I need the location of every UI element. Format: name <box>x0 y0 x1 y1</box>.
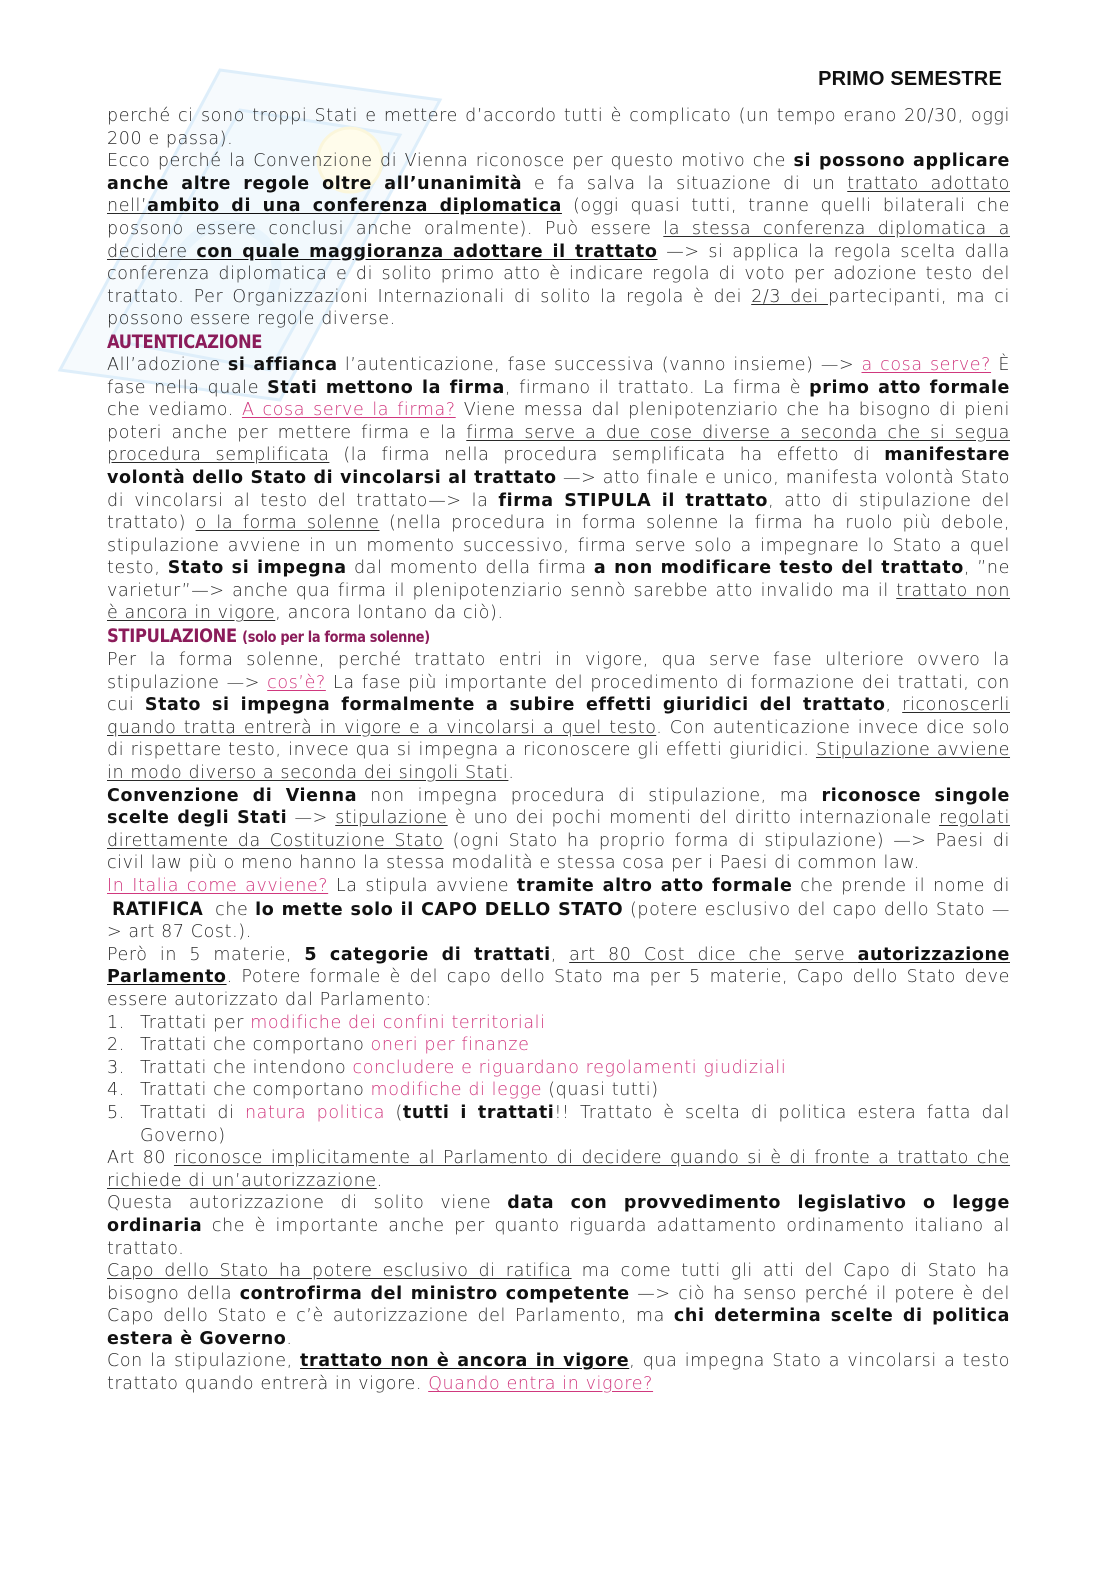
highlight-text: natura politica <box>244 1102 386 1123</box>
bold-text: controfirma del ministro competente <box>239 1283 630 1304</box>
bold-text: manifestare volontà dello Stato di vincolarsi al trattato <box>107 445 1010 488</box>
highlight-text: concludere e riguardano regolamenti giudiziali <box>352 1057 787 1078</box>
text: e fa salva la situazione di un <box>522 173 848 194</box>
text: Trattati che comportano <box>140 1035 371 1056</box>
text: Art 80 <box>107 1148 174 1169</box>
paragraph-art80 <box>107 944 1010 1012</box>
paragraph-vienna <box>107 785 1010 875</box>
paragraph-intro <box>107 105 1010 150</box>
bold-text: Stato si impegna <box>167 558 347 579</box>
text: , atto di stipulazione del trattato) <box>107 490 1011 534</box>
text: , ”ne varietur”—> anche qua firma il plenipotenziario sennò sarebbe atto invalido ma il <box>107 558 1010 601</box>
bold-text: firma STIPULA il trattato <box>498 490 769 511</box>
text: non impegna procedura di stipulazione, ma <box>357 785 822 806</box>
text: , qua impegna Stato a vincolarsi a testo trattato quando entrerà in vigore. <box>107 1351 1011 1395</box>
bold-text: Stati mettono la firma <box>267 377 505 398</box>
text: Ecco perché la Convenzione di Vienna riconosce per questo motivo che <box>107 151 794 172</box>
text: Questa autorizzazione di solito viene <box>107 1193 508 1214</box>
bold-text: primo atto formale <box>809 377 1011 398</box>
list-number: 4. <box>107 1080 125 1101</box>
bold-text: si affianca <box>227 354 338 375</box>
paragraph-art80-implicit <box>107 1147 1010 1192</box>
text: , firmano il trattato. La firma è <box>504 377 810 398</box>
heading-sub: (solo per la forma solenne) <box>242 628 430 647</box>
question-link[interactable]: a cosa serve? <box>861 354 992 375</box>
underlined-text: Stipulazione avviene in modo diverso a seconda dei singoli Stati <box>107 740 1011 784</box>
text: che vediamo. <box>107 400 242 421</box>
text: —> atto finale e unico, manifesta volontà Stato di vincolarsi al testo del trattato—> la <box>107 467 1010 511</box>
text: che <box>208 899 256 920</box>
bold-text: tutti i trattati <box>402 1102 555 1123</box>
text: perché ci sono troppi Stati e mettere d’accordo tutti è complicato (un tempo erano 20/30, oggi 200 e passa). <box>107 106 1010 149</box>
question-link[interactable]: A cosa serve la firma? <box>241 400 456 421</box>
text: (quasi tutti) <box>542 1080 659 1101</box>
underlined-text: trattato adottato nell’ <box>107 173 1010 217</box>
underlined-text: 2/3 dei <box>751 286 828 307</box>
bold-text: a non modificare testo del trattato <box>593 558 964 579</box>
text: (la firma nella procedura semplificata ha effetto di <box>329 445 885 466</box>
text: (nella procedura in forma solenne la firma ha ruolo più debole, stipulazione avviene in un momento successivo, firma serve solo a impegnare lo Stato a quel testo, <box>107 513 1011 579</box>
text: La stipula avviene <box>328 876 517 896</box>
bold-text: riconosce singole scelte degli Stati <box>107 785 1011 829</box>
text: , <box>885 695 903 716</box>
list-number: 3. <box>107 1057 125 1078</box>
treaty-categories-list <box>107 1012 1010 1148</box>
text: dal momento della firma <box>346 558 594 579</box>
bold-text: data con provvedimento legislativo o legge ordinaria <box>107 1193 1010 1236</box>
text: Però in 5 materie, <box>107 944 305 965</box>
list-item <box>107 1034 1010 1057</box>
text: Per la forma solenne, perché trattato entri in vigore, qua serve fase ulteriore ovvero la stipulazione —> <box>107 650 1010 693</box>
text: —> <box>287 808 336 829</box>
highlight-text: oneri per finanze <box>370 1035 530 1056</box>
paragraph-autenticazione <box>107 354 1010 625</box>
list-number: 5. <box>107 1102 125 1123</box>
list-item <box>107 1012 1010 1035</box>
bold-underlined-text: ambito di una conferenza diplomatica <box>147 196 562 217</box>
text: . Con autenticazione invece dice solo di rispettare testo, invece qua si impegna a riconoscere gli effetti giuridici. <box>107 717 1010 761</box>
text: Con la stipulazione, <box>107 1351 301 1372</box>
underlined-text: riconosce implicitamente al Parlamento di decidere quando si è di fronte a trattato che richiede di un’autorizzazione <box>107 1148 1011 1191</box>
paragraph-convenzione <box>107 150 1010 331</box>
underlined-text: riconoscerli quando tratta entrerà in vigore e a vincolarsi a quel testo <box>107 695 1010 738</box>
text: Viene messa dal plenipotenziario che ha bisogno di pieni poteri anche per mettere firma e la <box>107 400 1010 443</box>
section-heading-autenticazione: AUTENTICAZIONE <box>107 330 263 353</box>
underlined-text: la stessa conferenza diplomatica a decidere <box>107 218 1010 262</box>
underlined-text: firma serve a due cose diverse a seconda che si segua procedura semplificata <box>107 422 1010 466</box>
highlight-text: modifiche di legge <box>370 1080 543 1101</box>
text: Trattati che intendono <box>140 1057 353 1078</box>
text: (potere esclusivo del capo dello Stato —> art 87 Cost.). <box>107 899 1011 943</box>
paragraph-italia <box>107 875 1010 944</box>
text: . <box>508 763 515 784</box>
list-item <box>107 1102 1010 1147</box>
text: partecipanti, ma ci possono essere regole diverse. <box>107 286 1010 330</box>
section-heading-stipulazione <box>107 625 884 649</box>
paragraph-vigore <box>107 1350 1010 1395</box>
list-number: 1. <box>107 1012 125 1033</box>
ratifica-keyword: RATIFICA <box>112 897 204 920</box>
list-number: 2. <box>107 1035 125 1056</box>
text: , <box>550 944 570 965</box>
text: , ancora lontano da ciò). <box>275 603 504 624</box>
bold-text: si possono applicare anche altre regole oltre all’unanimità <box>107 151 1010 194</box>
question-link[interactable]: In Italia come avviene? <box>107 876 329 896</box>
bold-underlined-text: con quale maggioranza adottare il trattato <box>196 241 658 262</box>
bold-underlined-text: trattato non è ancora in vigore <box>300 1351 630 1372</box>
paragraph-capo-stato <box>107 1260 1010 1350</box>
text: . <box>376 1170 383 1191</box>
bold-text: tramite altro atto formale <box>516 876 793 896</box>
text: !! Trattato è scelta di politica estera fatta dal Governo) <box>140 1102 1010 1146</box>
underlined-text: regolati direttamente da Costituzione Stato <box>107 808 1010 851</box>
underlined-text: trattato non è ancora in vigore <box>107 580 1011 624</box>
heading-main: STIPULAZIONE <box>107 625 243 648</box>
paragraph-autorizzazione <box>107 1192 1010 1260</box>
text: (ogni Stato ha proprio forma di stipulazione) —> Paesi di civil law più o meno hanno la stessa modalità e stessa cosa per i Paesi di common law. <box>107 830 1010 874</box>
text: La fase più importante del procedimento di formazione dei trattati, con cui <box>107 672 1010 716</box>
text: Trattati di <box>140 1102 245 1123</box>
text: Trattati per <box>140 1012 251 1033</box>
underlined-text: art 80 Cost dice che serve <box>569 944 858 965</box>
text: —> si applica la regola scelta dalla conferenza diplomatica e di solito primo atto è indicare regola di voto per adozione testo del trattato. Per Organizzazioni Internazionali di solito la regola è dei <box>107 241 1010 307</box>
text: che è importante anche per quanto riguarda adattamento ordinamento italiano al trattato. <box>107 1215 1010 1259</box>
highlight-text: modifiche dei confini territoriali <box>250 1012 546 1033</box>
text: (oggi quasi tutti, tranne quelli bilaterali che possono essere conclusi anche oralmente). Può essere <box>107 196 1010 239</box>
bold-text: Convenzione di Vienna <box>107 785 358 806</box>
paragraph-stipulazione <box>107 649 1010 785</box>
list-item <box>107 1079 1010 1102</box>
text: . <box>286 1328 293 1349</box>
bold-text: Stato si impegna formalmente a subire effetti giuridici del trattato <box>144 695 886 716</box>
bold-text: 5 categorie di trattati <box>304 944 551 965</box>
text: —> ciò ha senso perché il potere è del Capo dello Stato e c’è autorizzazione del Parlamento, ma <box>107 1283 1010 1327</box>
text: È fase nella quale <box>107 354 1011 398</box>
underlined-text: o la forma solenne <box>195 513 380 534</box>
text: Trattati che comportano <box>140 1080 371 1101</box>
page-header-title: PRIMO SEMESTRE <box>818 68 1002 90</box>
question-link[interactable]: Quando entra in vigore? <box>428 1374 654 1395</box>
text: è uno dei pochi momenti del diritto internazionale <box>447 808 940 829</box>
bold-text: chi determina scelte di politica estera è Governo <box>107 1306 1010 1349</box>
text: l’autenticazione, fase successiva (vanno insieme) —> <box>337 354 862 375</box>
underlined-text: stipulazione <box>335 808 448 829</box>
text: ( <box>385 1102 403 1123</box>
bold-text: lo mette solo il CAPO DELLO STATO <box>255 899 624 920</box>
bold-underlined-text: autorizzazione Parlamento <box>107 944 1010 988</box>
text: All’adozione <box>107 354 228 375</box>
text: . Potere formale è del capo dello Stato ma per 5 materie, Capo dello Stato deve essere autorizzato dal Parlamento: <box>107 967 1010 1010</box>
text: ma come tutti gli atti del Capo di Stato ha bisogno della <box>107 1261 1011 1304</box>
underlined-text: Capo dello Stato ha potere esclusivo di ratifica <box>107 1261 572 1282</box>
text: che prende il nome di <box>792 876 1011 896</box>
document-body <box>107 105 1010 1396</box>
question-link[interactable]: cos’è? <box>267 672 326 693</box>
list-item <box>107 1057 1010 1080</box>
